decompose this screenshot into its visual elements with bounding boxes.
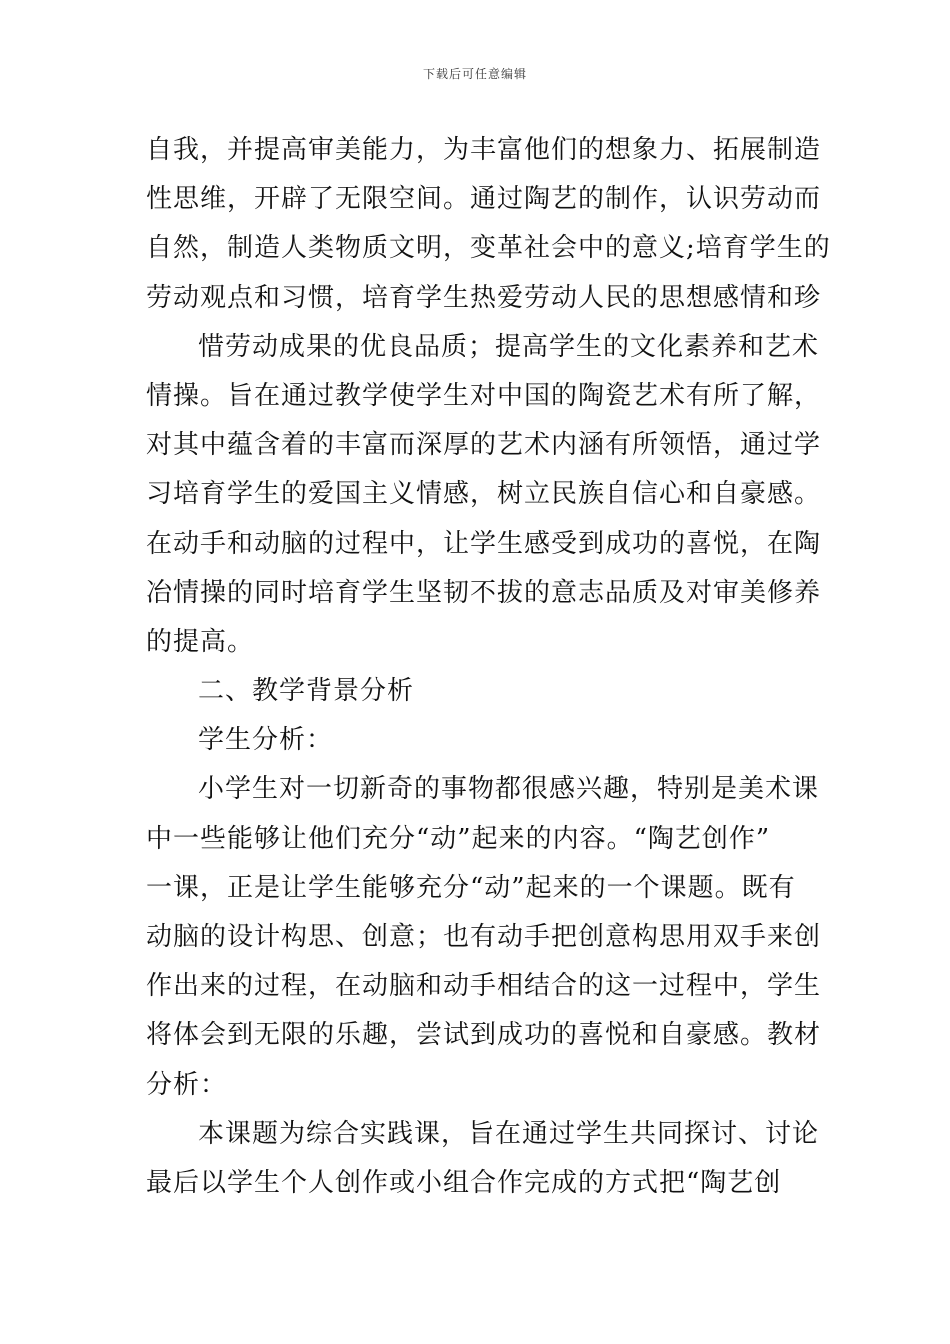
text-line: 性思维，开辟了无限空间。通过陶艺的制作，认识劳动而 (146, 184, 822, 215)
text-line: 小学生对一切新奇的事物都很感兴趣，特别是美术课 (198, 774, 820, 805)
text-line: 惜劳动成果的优良品质；提高学生的文化素养和艺术 (198, 331, 820, 362)
text-line: 在动手和动脑的过程中，让学生感受到成功的喜悦，在陶 (146, 528, 822, 559)
page-header: 下载后可任意编辑 (422, 67, 527, 81)
text-line: 本课题为综合实践课，旨在通过学生共同探讨、讨论 (198, 1118, 820, 1149)
text-line: 情操。旨在通过教学使学生对中国的陶瓷艺术有所了解， (146, 380, 822, 411)
text-line: 中一些能够让他们充分“动”起来的内容。“陶艺创作” (146, 823, 771, 854)
text-line: 分析： (146, 1069, 228, 1100)
text-line: 习培育学生的爱国主义情感，树立民族自信心和自豪感。 (146, 479, 822, 510)
text-line: 自然，制造人类物质文明，变革社会中的意义;培育学生的 (146, 233, 831, 264)
text-line: 学生分析： (198, 725, 334, 756)
text-line: 动脑的设计构思、创意；也有动手把创意构思用双手来创 (146, 922, 822, 952)
text-line: 二、教学背景分析 (198, 676, 415, 707)
text-line: 一课，正是让学生能够充分“动”起来的一个课题。既有 (146, 872, 796, 903)
text-line: 将体会到无限的乐趣，尝试到成功的喜悦和自豪感。教材 (146, 1020, 822, 1051)
text-line: 作出来的过程，在动脑和动手相结合的这一过程中，学生 (146, 971, 822, 1002)
text-line: 最后以学生个人创作或小组合作完成的方式把“陶艺创 (146, 1167, 782, 1198)
document-body (146, 126, 831, 1208)
text-line: 自我，并提高审美能力，为丰富他们的想象力、拓展制造 (146, 135, 822, 165)
text-line: 冶情操的同时培育学生坚韧不拔的意志品质及对审美修养 (146, 577, 822, 608)
text-line: 劳动观点和习惯，培育学生热爱劳动人民的思想感情和珍 (146, 282, 822, 313)
text-line: 的提高。 (146, 626, 255, 657)
text-line: 对其中蕴含着的丰富而深厚的艺术内涵有所领悟，通过学 (146, 430, 822, 461)
